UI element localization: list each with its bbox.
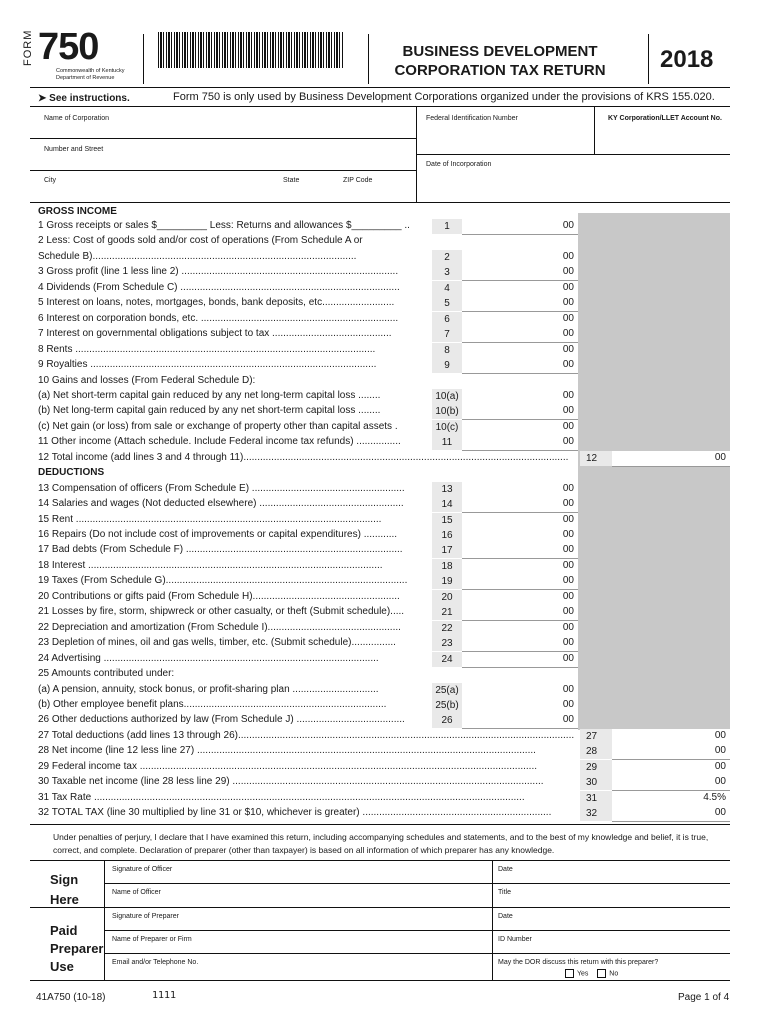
signature-officer-field[interactable]: Signature of Officer bbox=[112, 866, 173, 873]
amount-cents: 00 bbox=[562, 591, 574, 602]
line-row bbox=[0, 699, 770, 714]
divider bbox=[648, 34, 649, 84]
amount-input[interactable] bbox=[462, 482, 578, 498]
amount-input[interactable] bbox=[612, 744, 730, 760]
line-row bbox=[0, 653, 770, 668]
line-label: 31 Tax Rate ........................................................................................................................................................... bbox=[38, 792, 525, 803]
rule bbox=[416, 154, 730, 155]
divider bbox=[492, 860, 493, 980]
line-label: 32 TOTAL TAX (line 30 multiplied by line 31 or $10, whichever is greater) .................................................................... bbox=[38, 807, 552, 818]
page-number: Page 1 of 4 bbox=[678, 992, 730, 1003]
line-label: 5 Interest on loans, notes, mortgages, bonds, bank deposits, etc.......................... bbox=[38, 297, 395, 308]
zip-label: ZIP Code bbox=[343, 177, 373, 184]
amount-input[interactable] bbox=[462, 435, 578, 451]
line-label: 3 Gross profit (line 1 less line 2) .............................................................................. bbox=[38, 266, 399, 277]
line-row bbox=[0, 606, 770, 621]
line-number-box: 2 bbox=[432, 250, 462, 265]
amount-input[interactable] bbox=[462, 621, 578, 637]
rule bbox=[30, 138, 416, 139]
amount-input[interactable] bbox=[612, 775, 730, 791]
page-title: BUSINESS DEVELOPMENT CORPORATION TAX RETURN bbox=[394, 43, 606, 79]
arrow-right-icon: ➤ bbox=[38, 93, 47, 104]
amount-input[interactable] bbox=[462, 698, 578, 714]
line-number-box: 9 bbox=[432, 358, 462, 373]
declaration: Under penalties of perjury, I declare that I have examined this return, including accompanying schedules and statements, and to the best of my knowledge and belief, it is true, correct, and complete. Declaration of preparer (other than taxpayer) is based on all information of which preparer has any knowledge. bbox=[53, 832, 709, 855]
yes-checkbox[interactable] bbox=[565, 969, 574, 978]
line-number-box: 25(b) bbox=[432, 698, 462, 713]
see-instructions: ➤ See instructions. bbox=[38, 93, 130, 104]
line-number-box: 5 bbox=[432, 296, 462, 311]
line-label: 14 Salaries and wages (Not deducted elsewhere) .................................................... bbox=[38, 498, 404, 509]
amount-cents: 00 bbox=[562, 544, 574, 555]
preparer-date-field[interactable]: Date bbox=[498, 913, 513, 920]
amount-cents: 00 bbox=[562, 405, 574, 416]
amount-input[interactable] bbox=[612, 806, 730, 822]
amount-input[interactable] bbox=[462, 265, 578, 281]
amount-cents: 00 bbox=[562, 514, 574, 525]
amount-input[interactable] bbox=[462, 327, 578, 343]
amount-cents: 00 bbox=[562, 483, 574, 494]
line-row bbox=[0, 637, 770, 652]
line-label: 6 Interest on corporation bonds, etc. ....................................................................... bbox=[38, 313, 399, 324]
line-row bbox=[0, 405, 770, 420]
line-row bbox=[0, 220, 770, 235]
discuss-options: Yes No bbox=[562, 969, 618, 978]
amount-input[interactable] bbox=[462, 497, 578, 513]
line-row bbox=[0, 776, 770, 791]
amount-input[interactable] bbox=[462, 713, 578, 729]
line-row bbox=[0, 390, 770, 405]
rule bbox=[30, 106, 730, 107]
amount-cents: 00 bbox=[562, 421, 574, 432]
line-row bbox=[0, 359, 770, 374]
line-row bbox=[0, 297, 770, 312]
line-label: 23 Depletion of mines, oil and gas wells, timber, etc. (Submit schedule)................ bbox=[38, 637, 396, 648]
line-number-box: 17 bbox=[432, 543, 462, 558]
amount-input[interactable] bbox=[462, 343, 578, 359]
line-label: 17 Bad debts (From Schedule F) .............................................................................. bbox=[38, 544, 403, 555]
amount-input[interactable] bbox=[462, 543, 578, 559]
divider bbox=[368, 34, 369, 84]
amount-cents: 00 bbox=[562, 328, 574, 339]
amount-cents: 00 bbox=[562, 251, 574, 262]
ky-account-label: KY Corporation/LLET Account No. bbox=[608, 115, 722, 122]
no-checkbox[interactable] bbox=[597, 969, 606, 978]
line-label: 28 Net income (line 12 less line 27) .......................................................................................................................... bbox=[38, 745, 536, 756]
title-field[interactable]: Title bbox=[498, 889, 511, 896]
amount-input[interactable] bbox=[462, 250, 578, 266]
form-number: 750 bbox=[38, 26, 99, 68]
line-row bbox=[0, 560, 770, 575]
discuss-question: May the DOR discuss this return with this preparer? bbox=[498, 959, 659, 966]
line-label: 24 Advertising ................................................................................................... bbox=[38, 653, 379, 664]
line-label: Schedule B)............................................................................................... bbox=[38, 251, 357, 262]
line-number-box: 8 bbox=[432, 343, 462, 358]
line-label: (b) Other employee benefit plans......................................................................... bbox=[38, 699, 387, 710]
line-number-box: 18 bbox=[432, 559, 462, 574]
line-number-box: 22 bbox=[432, 621, 462, 636]
line-row bbox=[0, 313, 770, 328]
line-row bbox=[0, 807, 770, 822]
line-row bbox=[0, 483, 770, 498]
line-row bbox=[0, 529, 770, 544]
line-number-box: 4 bbox=[432, 281, 462, 296]
scan-code: 1111 bbox=[152, 990, 177, 1001]
line-number-box: 27 bbox=[580, 729, 616, 744]
line-label: (b) Net long-term capital gain reduced by any net short-term capital loss ........ bbox=[38, 405, 381, 416]
amount-cents: 00 bbox=[562, 637, 574, 648]
line-label: DEDUCTIONS bbox=[38, 467, 105, 478]
rule bbox=[104, 930, 730, 931]
form-note: Form 750 is only used by Business Development Corporations organized under the provisions of KRS 155.020. bbox=[173, 91, 715, 103]
line-label: 16 Repairs (Do not include cost of improvements or capital expenditures) ............ bbox=[38, 529, 398, 540]
street-field-label: Number and Street bbox=[44, 146, 104, 153]
amount-input[interactable] bbox=[462, 590, 578, 606]
divider bbox=[104, 860, 105, 980]
line-row bbox=[0, 792, 770, 807]
line-label: 30 Taxable net income (line 28 less line 29) ................................................................................................................ bbox=[38, 776, 544, 787]
amount-input[interactable] bbox=[462, 636, 578, 652]
line-number-box: 29 bbox=[580, 760, 616, 775]
amount-cents: 00 bbox=[562, 266, 574, 277]
amount-cents: 00 bbox=[562, 498, 574, 509]
line-row bbox=[0, 344, 770, 359]
rule bbox=[30, 824, 730, 825]
line-label: (a) A pension, annuity, stock bonus, or profit-sharing plan ............................... bbox=[38, 684, 379, 695]
line-label: 25 Amounts contributed under: bbox=[38, 668, 175, 679]
amount-cents: 00 bbox=[562, 575, 574, 586]
line-label: 19 Taxes (From Schedule G)....................................................................................... bbox=[38, 575, 408, 586]
amount-input[interactable] bbox=[462, 420, 578, 436]
sign-here-label: Sign Here bbox=[50, 872, 79, 907]
line-number-box: 21 bbox=[432, 605, 462, 620]
line-label: 8 Rents ............................................................................................................ bbox=[38, 344, 376, 355]
amount-cents: 00 bbox=[562, 436, 574, 447]
line-number-box: 23 bbox=[432, 636, 462, 651]
line-label: 2 Less: Cost of goods sold and/or cost of operations (From Schedule A or bbox=[38, 235, 363, 246]
amount-cents: 00 bbox=[562, 220, 574, 231]
amount-input[interactable] bbox=[612, 451, 730, 467]
line-number-box: 20 bbox=[432, 590, 462, 605]
incorporation-date-label: Date of Incorporation bbox=[426, 161, 492, 168]
line-row bbox=[0, 266, 770, 281]
divider bbox=[594, 106, 595, 154]
state-label: State bbox=[283, 177, 300, 184]
line-label: 4 Dividends (From Schedule C) ............................................................................... bbox=[38, 282, 400, 293]
line-number-box: 10(b) bbox=[432, 404, 462, 419]
line-number-box: 25(a) bbox=[432, 683, 462, 698]
line-number-box: 30 bbox=[580, 775, 616, 790]
line-label: 29 Federal income tax ............................................................................................................................................... bbox=[38, 761, 538, 772]
line-row bbox=[0, 714, 770, 729]
amount-cents: 00 bbox=[562, 560, 574, 571]
line-number-box: 24 bbox=[432, 652, 462, 667]
line-number-box: 15 bbox=[432, 513, 462, 528]
agency: Commonwealth of Kentucky Department of Revenue bbox=[56, 68, 125, 81]
amount-cents: 00 bbox=[562, 313, 574, 324]
line-label: 27 Total deductions (add lines 13 through 26)......................................................................................................................... bbox=[38, 730, 575, 741]
tax-year: 2018 bbox=[660, 46, 714, 73]
amount-cents: 00 bbox=[714, 745, 726, 756]
line-row bbox=[0, 761, 770, 776]
line-number-box: 16 bbox=[432, 528, 462, 543]
amount-cents: 00 bbox=[714, 776, 726, 787]
line-row bbox=[0, 282, 770, 297]
amount-input[interactable] bbox=[462, 605, 578, 621]
amount-cents: 00 bbox=[714, 730, 726, 741]
id-number-field[interactable]: ID Number bbox=[498, 936, 532, 943]
amount-input[interactable] bbox=[612, 729, 730, 745]
amount-cents: 00 bbox=[562, 344, 574, 355]
fein-field-label: Federal Identification Number bbox=[426, 115, 518, 122]
date-field[interactable]: Date bbox=[498, 866, 513, 873]
line-label: 18 Interest .......................................................................................................... bbox=[38, 560, 383, 571]
line-number-box: 3 bbox=[432, 265, 462, 280]
line-row bbox=[0, 514, 770, 529]
form-code: 41A750 (10-18) bbox=[36, 992, 106, 1003]
amount-input[interactable] bbox=[462, 404, 578, 420]
amount-input[interactable] bbox=[462, 296, 578, 312]
amount-cents: 00 bbox=[714, 807, 726, 818]
line-number-box: 14 bbox=[432, 497, 462, 512]
line-number-box: 6 bbox=[432, 312, 462, 327]
line-number-box: 7 bbox=[432, 327, 462, 342]
line-label: 22 Depreciation and amortization (From Schedule I)................................................ bbox=[38, 622, 401, 633]
name-field-label: Name of Corporation bbox=[44, 115, 109, 122]
line-row bbox=[0, 684, 770, 699]
line-label: 12 Total income (add lines 3 and 4 through 11)..................................................................................................................... bbox=[38, 452, 569, 463]
line-row bbox=[0, 452, 770, 467]
line-row bbox=[0, 745, 770, 760]
line-row bbox=[0, 498, 770, 513]
amount-input[interactable] bbox=[462, 513, 578, 529]
line-row bbox=[0, 235, 770, 250]
name-officer-field[interactable]: Name of Officer bbox=[112, 889, 161, 896]
line-row bbox=[0, 436, 770, 451]
barcode bbox=[158, 32, 344, 68]
amount-input[interactable] bbox=[462, 219, 578, 235]
amount-input[interactable] bbox=[462, 559, 578, 575]
amount-input[interactable] bbox=[462, 281, 578, 297]
amount-cents: 00 bbox=[562, 606, 574, 617]
line-label: 13 Compensation of officers (From Schedule E) ....................................................... bbox=[38, 483, 405, 494]
line-number-box: 1 bbox=[432, 219, 462, 234]
amount-cents: 00 bbox=[562, 699, 574, 710]
line-row bbox=[0, 544, 770, 559]
city-label: City bbox=[44, 177, 57, 184]
amount-input[interactable] bbox=[612, 791, 730, 807]
amount-input[interactable] bbox=[462, 528, 578, 544]
amount-cents: 00 bbox=[562, 684, 574, 695]
rule bbox=[30, 860, 730, 861]
rule bbox=[104, 953, 730, 954]
line-number-box: 11 bbox=[432, 435, 462, 450]
line-label: (a) Net short-term capital gain reduced by any net long-term capital loss ........ bbox=[38, 390, 381, 401]
email-phone-field[interactable]: Email and/or Telephone No. bbox=[112, 959, 199, 966]
line-row bbox=[0, 622, 770, 637]
section-deductions bbox=[0, 467, 770, 482]
rule bbox=[30, 980, 730, 981]
line-label: 26 Other deductions authorized by law (From Schedule J) ....................................... bbox=[38, 714, 405, 725]
amount-cents: 00 bbox=[562, 653, 574, 664]
line-label: 21 Losses by fire, storm, shipwreck or other casualty, or theft (Submit schedule)..... bbox=[38, 606, 405, 617]
line-row bbox=[0, 591, 770, 606]
line-label: 15 Rent .............................................................................................................. bbox=[38, 514, 382, 525]
amount-input[interactable] bbox=[462, 574, 578, 590]
amount-input[interactable] bbox=[462, 652, 578, 668]
rule bbox=[104, 883, 730, 884]
amount-cents: 00 bbox=[562, 529, 574, 540]
amount-cents: 00 bbox=[714, 452, 726, 463]
rule bbox=[30, 907, 730, 908]
amount-cents: 00 bbox=[714, 761, 726, 772]
amount-input[interactable] bbox=[462, 683, 578, 699]
line-number-box: 13 bbox=[432, 482, 462, 497]
section-gross-income: GROSS INCOME bbox=[38, 206, 117, 217]
line-label: (c) Net gain (or loss) from sale or exchange of property other than capital assets . bbox=[38, 421, 398, 432]
form-label: FORM bbox=[22, 29, 34, 66]
amount-input[interactable] bbox=[462, 389, 578, 405]
line-row bbox=[0, 328, 770, 343]
line-label: 1 Gross receipts or sales $_________ Less: Returns and allowances $_________ .. bbox=[38, 220, 410, 231]
amount-input[interactable] bbox=[462, 312, 578, 328]
line-label: 10 Gains and losses (From Federal Schedule D): bbox=[38, 375, 256, 386]
line-number-box: 26 bbox=[432, 713, 462, 728]
line-number-box: 10(a) bbox=[432, 389, 462, 404]
preparer-name-field[interactable]: Name of Preparer or Firm bbox=[112, 936, 192, 943]
amount-cents: 00 bbox=[562, 390, 574, 401]
line-number-box: 32 bbox=[580, 806, 616, 821]
line-row bbox=[0, 251, 770, 266]
line-number-box: 10(c) bbox=[432, 420, 462, 435]
line-number-box: 12 bbox=[580, 451, 616, 466]
amount-cents: 00 bbox=[562, 297, 574, 308]
line-label: 7 Interest on governmental obligations subject to tax ........................................... bbox=[38, 328, 392, 339]
signature-preparer-field[interactable]: Signature of Preparer bbox=[112, 913, 179, 920]
line-row bbox=[0, 421, 770, 436]
divider bbox=[143, 34, 144, 84]
rule bbox=[30, 170, 416, 171]
line-row bbox=[0, 668, 770, 683]
amount-input[interactable] bbox=[612, 760, 730, 776]
line-number-box: 19 bbox=[432, 574, 462, 589]
line-row bbox=[0, 375, 770, 390]
amount-input[interactable] bbox=[462, 358, 578, 374]
line-label: 20 Contributions or gifts paid (From Schedule H)..................................................... bbox=[38, 591, 400, 602]
amount-cents: 00 bbox=[562, 359, 574, 370]
line-row bbox=[0, 575, 770, 590]
amount-cents: 00 bbox=[562, 282, 574, 293]
line-number-box: 31 bbox=[580, 791, 616, 806]
line-number-box: 28 bbox=[580, 744, 616, 759]
amount-cents: 4.5% bbox=[703, 792, 726, 803]
line-label: 11 Other income (Attach schedule. Include Federal income tax refunds) ................ bbox=[38, 436, 401, 447]
amount-cents: 00 bbox=[562, 714, 574, 725]
rule bbox=[30, 202, 730, 203]
line-row bbox=[0, 730, 770, 745]
rule bbox=[30, 87, 730, 88]
paid-preparer-label: Paid Preparer Use bbox=[50, 923, 104, 974]
line-label: 9 Royalties ....................................................................................................... bbox=[38, 359, 377, 370]
amount-cents: 00 bbox=[562, 622, 574, 633]
